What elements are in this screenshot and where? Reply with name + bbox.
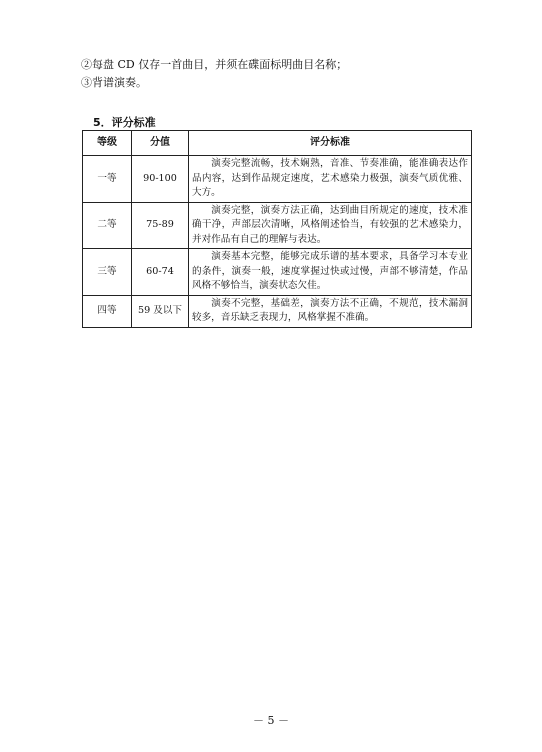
criteria-cell: 演奏不完整，基础差，演奏方法不正确，不规范，技术漏洞较多，音乐缺乏表现力，风格掌握不准确。 — [189, 295, 472, 327]
header-criteria: 评分标准 — [189, 131, 472, 156]
grade-cell: 三等 — [83, 249, 132, 296]
criteria-cell: 演奏完整流畅，技术娴熟，音准、节奏准确，能准确表达作品内容，达到作品规定速度，艺术感染力极强，演奏气质优雅、大方。 — [189, 156, 472, 203]
table-row — [83, 202, 472, 249]
score-cell: 75-89 — [132, 202, 189, 249]
score-cell: 59 及以下 — [132, 295, 189, 327]
grade-cell: 二等 — [83, 202, 132, 249]
criteria-cell: 演奏完整，演奏方法正确，达到曲目所规定的速度，技术准确干净，声部层次清晰，风格阐述恰当，有较强的艺术感染力，并对作品有自己的理解与表达。 — [189, 202, 472, 249]
grade-cell: 一等 — [83, 156, 132, 203]
table-row — [83, 295, 472, 327]
criteria-cell: 演奏基本完整，能够完成乐谱的基本要求，具备学习本专业的条件，演奏一般，速度掌握过快或过慢，声部不够清楚，作品风格不够恰当，演奏状态欠佳。 — [189, 249, 472, 296]
page-number: － 5 － — [253, 714, 289, 727]
score-cell: 90-100 — [132, 156, 189, 203]
grade-cell: 四等 — [83, 295, 132, 327]
header-grade: 等级 — [83, 131, 132, 156]
header-score: 分值 — [132, 131, 189, 156]
intro-line-cd: ②每盘 CD 仅存一首曲目，并须在碟面标明曲目名称； — [81, 58, 348, 71]
score-cell: 60-74 — [132, 249, 189, 296]
table-row — [83, 156, 472, 203]
intro-line-memorize: ③背谱演奏。 — [81, 76, 147, 89]
table-header-row — [83, 131, 472, 156]
table-row — [83, 249, 472, 296]
section-title: 5．评分标准 — [93, 116, 156, 129]
grading-table — [82, 130, 472, 328]
